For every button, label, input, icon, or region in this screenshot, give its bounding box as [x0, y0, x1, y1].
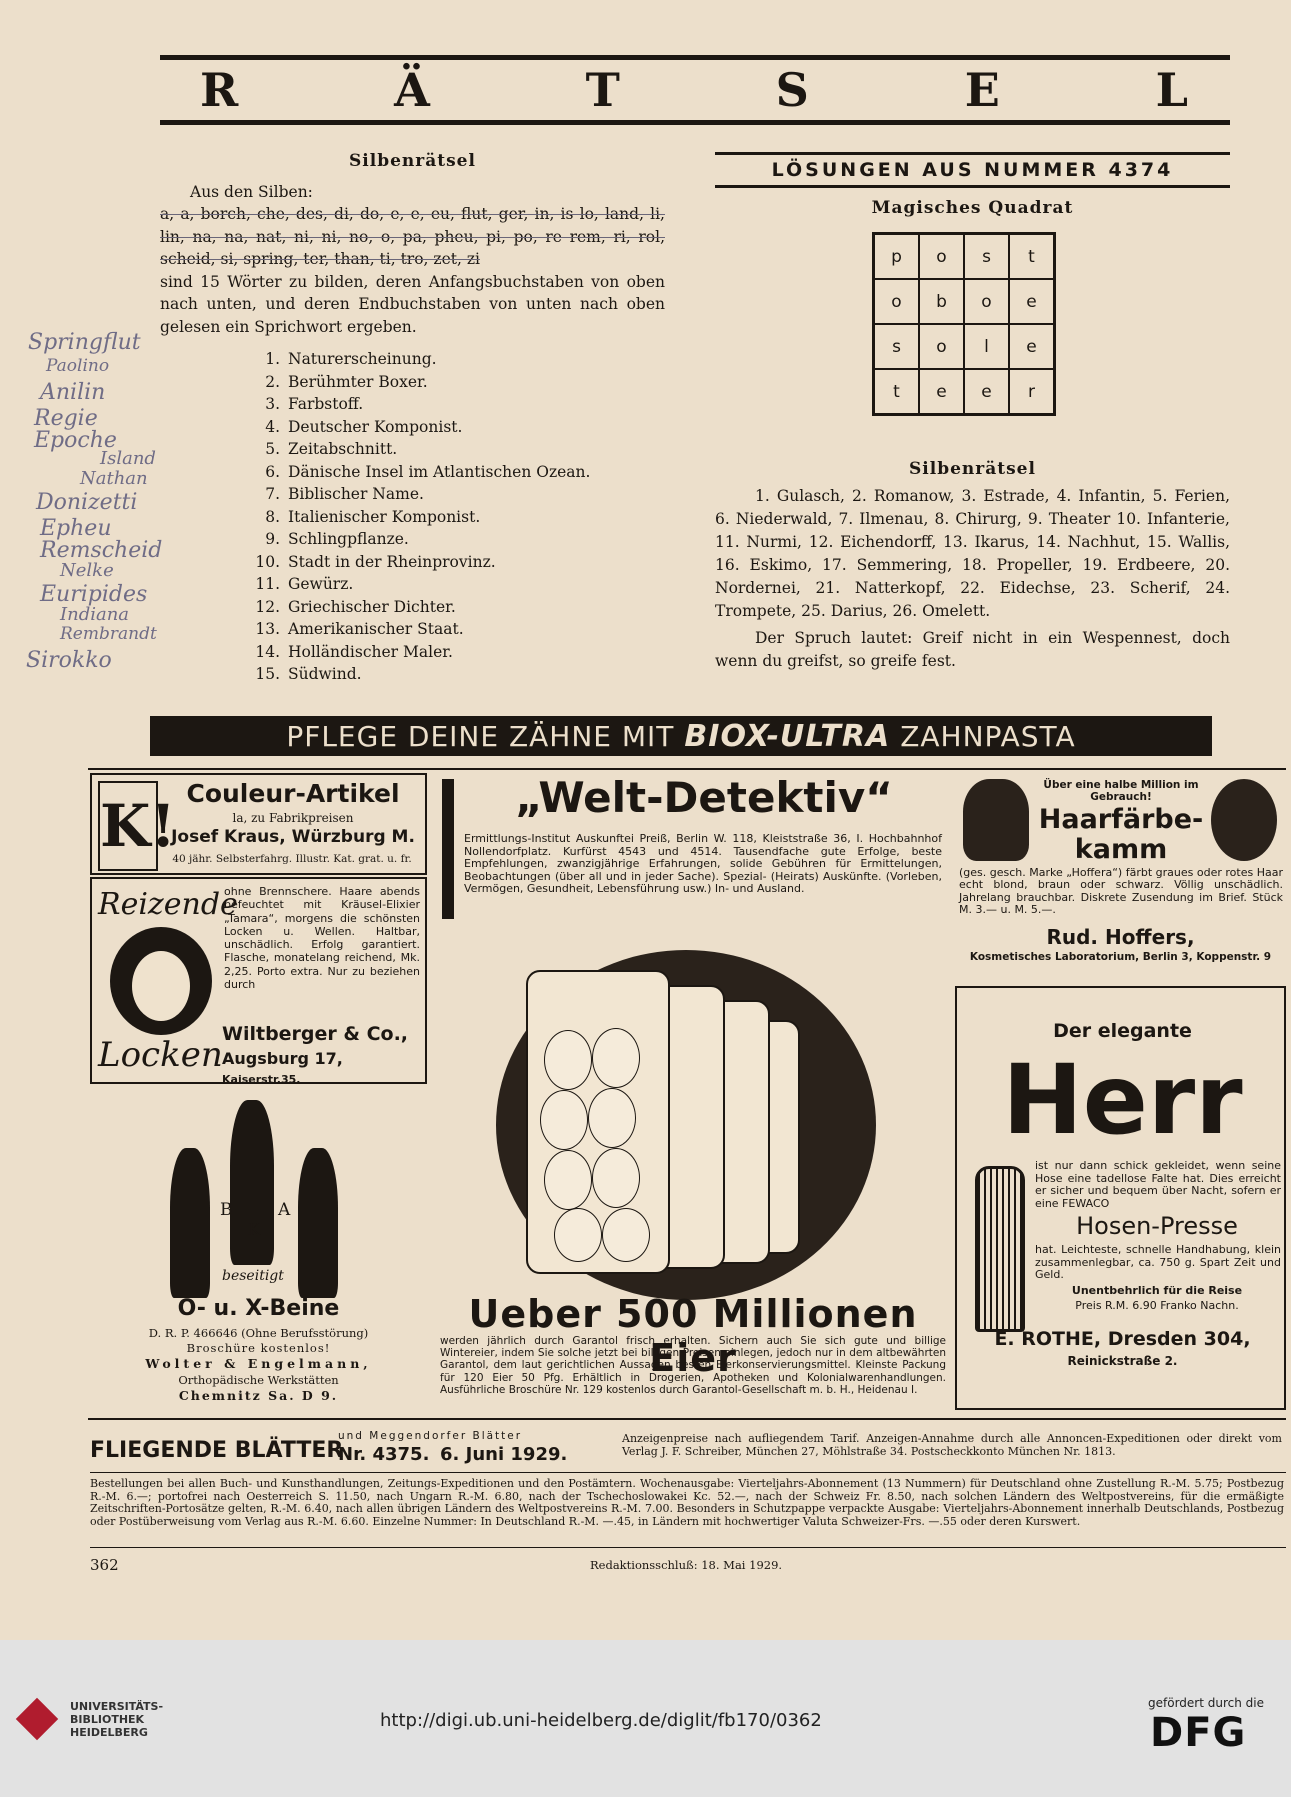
source-url-link[interactable]: http://digi.ub.uni-heidelberg.de/diglit/fb170/0362 — [380, 1710, 822, 1731]
ad-bar — [442, 779, 454, 919]
magic-cell: e — [964, 369, 1009, 414]
list-item: 2. Berühmter Boxer. — [265, 372, 428, 391]
issue-number: Nr. 4375. — [338, 1444, 430, 1465]
face-icon — [132, 951, 190, 1021]
ad-hosen-presse — [955, 986, 1286, 1410]
handwritten-answer: Indiana — [60, 604, 130, 625]
ad-city: Chemnitz Sa. D 9. — [178, 1388, 339, 1403]
magic-cell: b — [919, 279, 964, 324]
handwritten-answer: Remscheid — [40, 538, 163, 563]
magic-cell: l — [964, 324, 1009, 369]
ad-top: Der elegante — [1053, 1020, 1192, 1042]
ad-welt-detektiv — [436, 773, 950, 925]
handwritten-answer: Rembrandt — [60, 624, 157, 644]
magic-cell: t — [1009, 234, 1054, 279]
ad-title: Haarfärbe- — [1038, 804, 1204, 835]
egg-icon — [544, 1030, 592, 1090]
header-letter: E — [964, 63, 1002, 117]
ad-brosch: Broschüre kostenlos! — [186, 1341, 331, 1355]
list-item: 7. Biblischer Name. — [265, 485, 424, 503]
handwritten-answer: Nathan — [80, 468, 148, 489]
header-letter: L — [1155, 63, 1190, 117]
k-logo: K! — [98, 781, 158, 871]
handwritten-answer: Donizetti — [36, 490, 138, 515]
handwritten-answer: Epoche — [34, 428, 117, 453]
ad-text: ist nur dann schick gekleidet, wenn seine Hose eine tadellose Falte hat. Dies erreicht er sicher und bequem über Nacht, sofern er eine FEWACO — [1035, 1159, 1281, 1210]
banner-brand: BIOX-ULTRA — [684, 718, 891, 754]
list-item: 13. Amerikanischer Staat. — [255, 620, 464, 638]
syllable-list: a, a, borch, che, des, di, do, e, e, eu, flut, ger, in, is lo, land, li, lin, na, na, nat, ni, ni, no, o, pa, pheu, pi, po, re rem, ri, rol, scheid, si, spring, ter, than, ti, tro, zet, zi — [160, 205, 665, 268]
divider — [90, 1472, 1286, 1473]
handwritten-answer: Euripides — [40, 582, 148, 607]
ad-firm: Rud. Hoffers, — [1046, 925, 1195, 949]
dfg-logo: DFG — [1150, 1710, 1247, 1756]
ad-firm: Josef Kraus, Würzburg M. — [171, 827, 415, 847]
ad-text: Ermittlungs-Institut Auskunftei Preiß, Berlin W. 118, Kleiststraße 36, I. Hochbahnhof Nollendorfplatz. Kurfürst 4543 und 4514. Tausendfache gute Erfolge, beste Empfehlungen, zwanzigjährige Erfahrungen, solide Gebühren für Ermittelungen, Beobachtungen (über all und in jeder Sache). Spezial- (Heirats) Auskünfte. (Vorleben, Vermögen, Gesundheit, Lebensführung usw.) In- und Ausland. — [464, 832, 942, 896]
ad-big: Herr — [1002, 1044, 1243, 1156]
silben-intro: Aus den Silben: — [190, 182, 313, 201]
masthead: FLIEGENDE BLÄTTER — [90, 1438, 344, 1463]
egg-icon — [602, 1208, 650, 1262]
bka-letter: A — [278, 1200, 291, 1220]
magic-square-title: Magisches Quadrat — [871, 198, 1074, 218]
clue-list — [160, 348, 665, 686]
spruch-text: Der Spruch lautet: Greif nicht in ein Wespennest, doch wenn du greifst, so greife fest. — [715, 629, 1230, 670]
magic-cell: t — [874, 369, 919, 414]
egg-icon — [588, 1088, 636, 1148]
ad-reizende-locken — [90, 877, 427, 1084]
list-item: 12. Griechischer Dichter. — [255, 597, 456, 616]
handwritten-answer: Paolino — [46, 356, 110, 376]
handwritten-answer: Anilin — [40, 380, 106, 405]
magic-cell: r — [1009, 369, 1054, 414]
woman-portrait-icon — [1211, 779, 1277, 861]
egg-icon — [592, 1148, 640, 1208]
trouser-press-icon — [975, 1166, 1025, 1332]
beseitigt-text: beseitigt — [222, 1268, 284, 1284]
solution-title: Silbenrätsel — [909, 459, 1036, 479]
ub-logo-icon — [22, 1704, 58, 1740]
ad-text: hat. Leichteste, schnelle Handhabung, klein zusammenlegbar, ca. 750 g. Spart Zeit und Geld. — [1035, 1243, 1281, 1282]
magic-cell: o — [874, 279, 919, 324]
bka-letter: B — [220, 1200, 233, 1220]
header-letter: Ä — [394, 63, 432, 117]
ad-subtitle: la, zu Fabrikpreisen — [232, 811, 354, 825]
ub-name: UNIVERSITÄTS- BIBLIOTHEK HEIDELBERG — [70, 1700, 164, 1739]
ad-text: (ges. gesch. Marke „Hoffera“) färbt graues oder rotes Haar echt blond, braun oder schwarz. Völlig unschädlich. Jahrelang brauchbar. Diskrete Zusendung im Brief. Stück M. 3.— u. M. 5.—. — [959, 866, 1283, 917]
list-item: 11. Gewürz. — [255, 575, 354, 593]
list-item: 10. Stadt in der Rheinprovinz. — [255, 552, 496, 571]
silbenraetsel-solution — [715, 458, 1230, 673]
banner-text: ZAHNPASTA — [900, 719, 1076, 753]
man-portrait-icon — [963, 779, 1029, 861]
ad-firm: Wiltberger & Co., — [222, 1023, 409, 1045]
magic-cell: e — [1009, 279, 1054, 324]
issue-date: 6. Juni 1929. — [440, 1444, 568, 1465]
magic-cell: o — [919, 324, 964, 369]
silbenraetsel-title: Silbenrätsel — [349, 151, 476, 171]
ad-reise: Unentbehrlich für die Reise — [1071, 1284, 1243, 1297]
egg-icon — [544, 1150, 592, 1210]
magic-cell: p — [874, 234, 919, 279]
library-footer-bar — [0, 1640, 1291, 1797]
bka-letter: K — [248, 1220, 261, 1240]
anzeigen-text: Anzeigenpreise nach aufliegendem Tarif. Anzeigen-Annahme durch alle Annoncen-Expeditionen oder direkt vom Verlag J. F. Schreiber, München 27, Möhlstraße 34. Postscheckkonto München Nr. 1813. — [622, 1432, 1282, 1458]
ad-garantol-eier — [436, 930, 950, 1410]
divider — [90, 1547, 1286, 1548]
header-letter: S — [775, 63, 811, 117]
magic-square — [872, 232, 1056, 416]
loesungen-heading: LÖSUNGEN AUS NUMMER 4374 — [715, 152, 1230, 188]
list-item: 8. Italienischer Komponist. — [265, 507, 481, 526]
ad-headline: Ueber 500 Millionen Eier — [468, 1292, 918, 1380]
magic-cell: e — [919, 369, 964, 414]
figure-left-icon — [170, 1148, 210, 1298]
ad-address: Kosmetisches Laboratorium, Berlin 3, Koppenstr. 9 — [969, 951, 1272, 963]
redaktion-text: Redaktionsschluß: 18. Mai 1929. — [590, 1558, 783, 1572]
ad-drp: D. R. P. 466646 (Ohne Berufsstörung) — [148, 1326, 369, 1340]
ad-firm: Wolter & Engelmann, — [145, 1356, 372, 1371]
divider — [88, 768, 1286, 770]
list-item: 3. Farbstoff. — [265, 395, 364, 413]
handwritten-answer: Epheu — [40, 516, 112, 541]
ad-note: 40 jähr. Selbsterfahrg. Illustr. Kat. grat. u. fr. — [172, 853, 412, 865]
ad-bka-beine — [90, 1090, 427, 1410]
ad-firm: E. ROTHE, Dresden 304, — [994, 1328, 1251, 1350]
ad-price: Preis R.M. 6.90 Franko Nachn. — [1075, 1299, 1239, 1312]
magic-cell: s — [964, 234, 1009, 279]
handwritten-answer: Island — [100, 448, 156, 469]
handwritten-answer: Sirokko — [26, 648, 112, 673]
list-item: 5. Zeitabschnitt. — [265, 440, 398, 458]
handwritten-answer: Nelke — [60, 560, 114, 581]
ad-haarfaerbekamm — [955, 773, 1286, 983]
list-item: 1. Naturerscheinung. — [265, 350, 437, 368]
silben-instruction: sind 15 Wörter zu bilden, deren Anfangsbuchstaben von oben nach unten, und deren Endbuchstaben von unten nach oben gelesen ein Sprichwort ergeben. — [160, 272, 665, 336]
magic-cell: o — [964, 279, 1009, 324]
ad-city: Augsburg 17, Kaiserstr.35. — [222, 1049, 343, 1086]
header-letter: R — [200, 63, 241, 117]
divider — [88, 1418, 1286, 1420]
ad-top: Über eine halbe Million im Gebrauch! — [1043, 779, 1199, 803]
list-item: 4. Deutscher Komponist. — [265, 417, 463, 436]
bestell-text: Bestellungen bei allen Buch- und Kunsthandlungen, Zeitungs-Expeditionen und den Postämtern. Wochenausgabe: Vierteljahrs-Abonnement (13 Nummern) für Deutschland ohne Zustellung R.-M. 5.75; Postbezug R.-M. 6.—; portofrei nach Oesterreich S. 11.50, nach Ungarn R.-M. 6.80, nach der Tschechoslowakei Kc. 52.—, nach der Schweiz Fr. 8.50, nach solchen Ländern des Weltpostvereins, für die ermäßigte Zeitschriften-Portosätze gelten, R.-M. 6.40, nach allen übrigen Ländern des Weltpostvereins R.-M. 7.00. Besonders in Schutzpappe verpackte Ausgabe: Vierteljahrs-Abonnement innerhalb Deutschlands, Postbezug oder Postüberweisung vom Verlag aus R.-M. 6.60. Einzelne Nummer: In Deutschland R.-M. —.45, in Ländern mit hochwertiger Valuta Schweizer-Frs. —.55 oder deren Kurswert. — [90, 1477, 1284, 1528]
list-item: 15. Südwind. — [255, 665, 362, 683]
egg-icon — [554, 1208, 602, 1262]
egg-icon — [592, 1028, 640, 1088]
masthead-und: und Meggendorfer Blätter — [338, 1430, 523, 1442]
list-item: 14. Holländischer Maler. — [255, 642, 453, 661]
figure-center-icon — [230, 1100, 274, 1265]
magic-cell: s — [874, 324, 919, 369]
funding-text: gefördert durch die — [1148, 1696, 1264, 1710]
raetsel-header — [160, 55, 1230, 125]
biox-banner — [150, 716, 1212, 756]
handwritten-answer: Regie — [34, 406, 98, 431]
egg-icon — [540, 1090, 588, 1150]
list-item: 6. Dänische Insel im Atlantischen Ozean. — [265, 462, 591, 481]
banner-text: PFLEGE DEINE ZÄHNE MIT — [286, 719, 675, 753]
ad-product: Hosen-Presse — [1076, 1212, 1238, 1240]
figure-right-icon — [298, 1148, 338, 1298]
solution-text: 1. Gulasch, 2. Romanow, 3. Estrade, 4. Infantin, 5. Ferien, 6. Niederwald, 7. Ilmenau, 8. Chirurg, 9. Theater 10. Infanterie, 11. Nurmi, 12. Eichendorff, 13. Ikarus, 14. Nachhut, 15. Wallis, 16. Eskimo, 17. Semmering, 18. Propeller, 19. Erdbeere, 20. Nordernei, 21. Natterkopf, 22. Eidechse, 23. Scherif, 24. Trompete, 25. Darius, 26. Omelett. — [715, 487, 1230, 620]
magic-cell: o — [919, 234, 964, 279]
ad-werk: Orthopädische Werkstätten — [178, 1373, 339, 1387]
ad-street: Reinickstraße 2. — [1067, 1354, 1178, 1368]
ad-text: ohne Brennschere. Haare abends befeuchtet mit Kräusel-Elixier „Tamara“, morgens die schönsten Locken u. Wellen. Haltbar, unschädlich. Erfolg garantiert. Flasche, monatelang reichend, Mk. 2,25. Porto extra. Nur zu beziehen durch — [224, 885, 420, 992]
ad-couleur-artikel — [90, 773, 427, 875]
silbenraetsel-puzzle — [160, 150, 665, 686]
ad-text: werden jährlich durch Garantol frisch erhalten. Sichern auch Sie sich gute und billige Wintereier, indem Sie solche jetzt bei billigen Preisen einlegen, jedoch nur in dem altbewährten Garantol, dem laut gerichtlichen Aussagen besten Eierkonservierungsmittel. Kleinste Packung für 120 Eier 50 Pfg. Erhältlich in Drogerien, Apotheken und Kolonialwarenhandlungen. Ausführliche Broschüre Nr. 129 kostenlos durch Garantol-Gesellschaft m. b. H., Heidenau I. — [440, 1335, 946, 1396]
handwritten-answer: Springflut — [28, 330, 141, 355]
ad-title: Couleur-Artikel — [186, 779, 400, 808]
ad-headline: O- u. X-Beine — [177, 1296, 340, 1321]
header-letter: T — [585, 63, 622, 117]
ad-script-bottom: Locken — [98, 1035, 223, 1075]
list-item: 9. Schlingpflanze. — [265, 530, 409, 548]
page-number: 362 — [90, 1556, 119, 1574]
magic-cell: e — [1009, 324, 1054, 369]
ad-title: kamm — [1074, 834, 1168, 865]
ad-script-top: Reizende — [98, 887, 238, 922]
ad-title: „Welt-Detektiv“ — [515, 773, 893, 822]
